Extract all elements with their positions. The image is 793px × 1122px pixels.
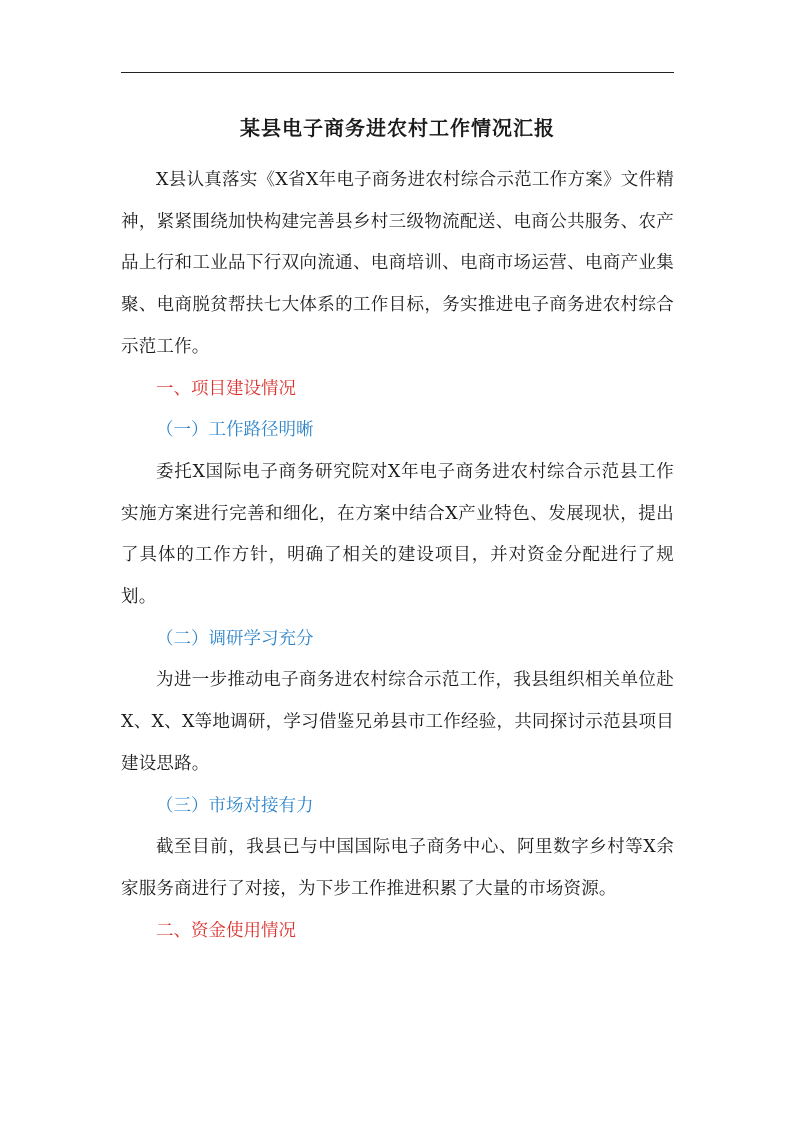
- market-paragraph: 截至目前，我县已与中国国际电子商务中心、阿里数字乡村等X余家服务商进行了对接，为下步工作推进积累了大量的市场资源。: [121, 837, 674, 899]
- section-heading-funds-usage: 二、资金使用情况: [156, 920, 296, 941]
- document-body: [121, 160, 674, 952]
- subsection-heading-research: （二）调研学习充分: [156, 628, 314, 649]
- document-title: 某县电子商务进农村工作情况汇报: [240, 116, 555, 140]
- research-paragraph: 为进一步推动电子商务进农村综合示范工作，我县组织相关单位赴X、X、X等地调研，学习借鉴兄弟县市工作经验，共同探讨示范县项目建设思路。: [121, 670, 674, 774]
- subsection-heading-market: （三）市场对接有力: [156, 795, 314, 816]
- subsection-heading-work-path: （一）工作路径明晰: [156, 420, 314, 441]
- intro-paragraph: X县认真落实《X省X年电子商务进农村综合示范工作方案》文件精神，紧紧围绕加快构建完善县乡村三级物流配送、电商公共服务、农产品上行和工业品下行双向流通、电商培训、电商市场运营、电商产业集聚、电商脱贫帮扶七大体系的工作目标，务实推进电子商务进农村综合示范工作。: [121, 170, 674, 357]
- header-rule: [121, 72, 674, 73]
- section-heading-project-construction: 一、项目建设情况: [156, 378, 296, 399]
- work-path-paragraph: 委托X国际电子商务研究院对X年电子商务进农村综合示范县工作实施方案进行完善和细化，在方案中结合X产业特色、发展现状，提出了具体的工作方针，明确了相关的建设项目，并对资金分配进行了规划。: [121, 461, 674, 608]
